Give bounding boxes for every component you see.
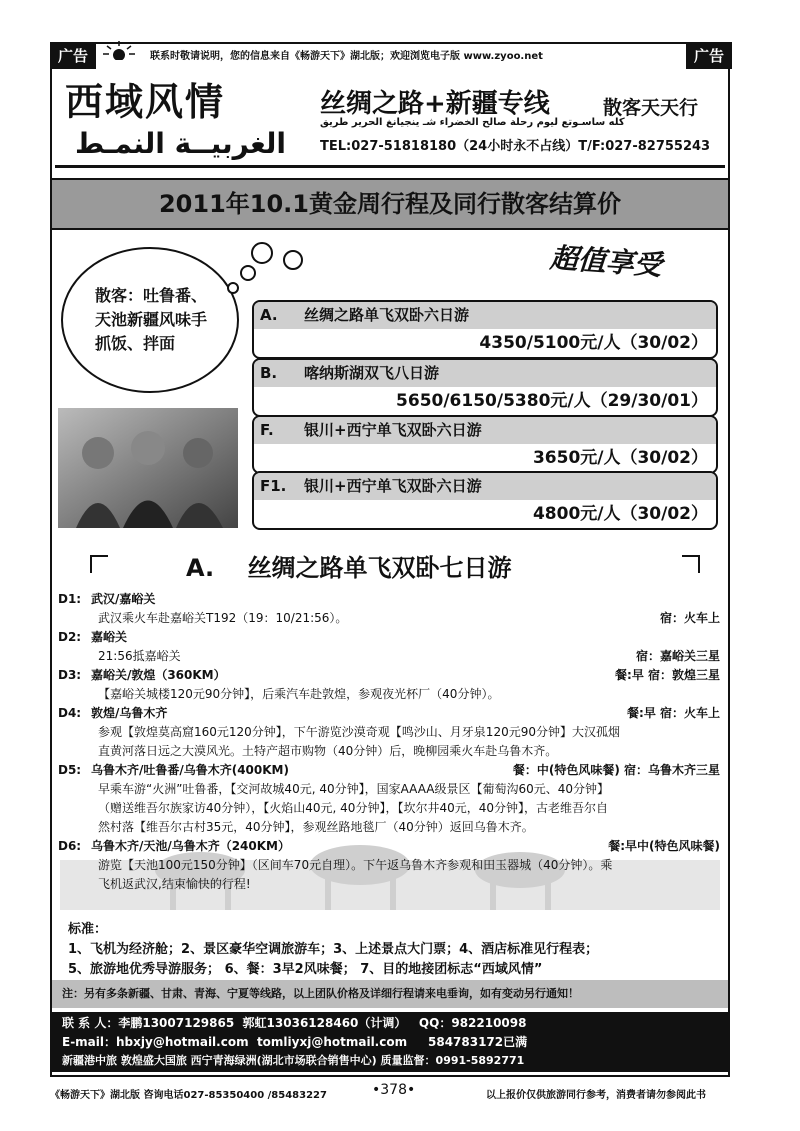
day-row [58, 704, 720, 723]
day-text: 武汉乘火车赴嘉峪关T192（19：10/21:56）。 [98, 611, 348, 625]
day-meal-stay: 餐：中(特色风味餐) 宿：乌鲁木齐三星 [512, 763, 720, 777]
route-card [252, 300, 718, 359]
route-name: 丝绸之路单飞双卧六日游 [304, 306, 470, 324]
day-title: 武汉/嘉峪关 [90, 592, 156, 606]
people-photo [58, 408, 238, 528]
day-row [58, 761, 720, 780]
value-tag: 超值享受 [548, 241, 663, 282]
slogan-tail: 散客天天行 [603, 97, 699, 119]
day-detail [98, 647, 720, 666]
brand-title: 西域风情 [65, 79, 226, 124]
contact-email: E-mail：hbxjy@hotmail.com tomliyxj@hotmail.com 584783172已满 [62, 1035, 528, 1049]
day-detail [98, 685, 720, 704]
day-text: 游览【天池100元150分钟】（区间车70元自理）。下午返乌鲁木齐参观和田玉器城（40分钟）。乘 [98, 858, 613, 872]
bubble-text: 散客：吐鲁番、天池新疆风味手抓饭、拌面 [95, 286, 208, 353]
note-band [52, 980, 728, 1008]
itinerary-name: 丝绸之路单飞双卧七日游 [247, 554, 512, 582]
day-label: D1: [58, 592, 82, 606]
route-card [252, 358, 718, 417]
route-price: 3650元/人（30/02） [532, 448, 708, 468]
route-code: A. [260, 306, 278, 324]
route-card [252, 471, 718, 530]
brand-arabic: الغربيــة النمـط [75, 127, 287, 160]
day-label: D2: [58, 630, 82, 644]
day-row [58, 628, 720, 647]
contact-line: 联 系 人：李鹏13007129865 郭虹13036128460（计调） QQ：982210098 [62, 1016, 527, 1030]
route-name: 喀纳斯湖双飞八日游 [304, 364, 440, 382]
day-text: 早乘车游“火洲”吐鲁番，【交河故城40元, 40分钟】，国家AAAA级景区【葡萄沟60元、40分钟】 [98, 782, 609, 796]
contact-band [52, 1012, 728, 1072]
itinerary-code: A. [186, 554, 215, 582]
day-title: 嘉峪关/敦煌（360KM） [90, 668, 226, 682]
day-label: D6: [58, 839, 82, 853]
route-price: 4800元/人（30/02） [532, 504, 708, 524]
footer-right: 以上报价仅供旅游同行参考，消费者请勿参阅此书 [486, 1090, 706, 1101]
route-code: F. [260, 421, 274, 439]
day-row [58, 666, 720, 685]
route-code: F1. [260, 477, 287, 495]
day-text: （赠送维吾尔族家访40分钟），【火焰山40元, 40分钟】，【坎尔井40元，40分钟】，古老维吾尔自 [98, 801, 608, 815]
day-label: D3: [58, 668, 82, 682]
arabic-subline: كله ساسـوتع ليوم رحلة صالح الخضراء شـ ينجيانغ الحرير طريق [320, 117, 625, 128]
route-name: 银川+西宁单飞双卧六日游 [304, 421, 482, 439]
page-number: •378• [372, 1082, 416, 1098]
day-title: 嘉峪关 [90, 630, 127, 644]
day-text: 21:56抵嘉峪关 [98, 649, 181, 663]
footer-left: 《畅游天下》湖北版 咨询电话027-85350400 /85483227 [50, 1090, 327, 1101]
day-label: D4: [58, 706, 82, 720]
day-title: 乌鲁木齐/吐鲁番/乌鲁木齐(400KM) [90, 763, 289, 777]
route-price: 5650/6150/5380元/人（29/30/01） [396, 391, 708, 411]
day-stay: 宿：嘉峪关三星 [635, 649, 720, 663]
day-text: 飞机返武汉,结束愉快的行程! [98, 877, 251, 891]
day-meal-stay: 餐:早 宿：火车上 [627, 706, 720, 720]
day-text: 【嘉峪关城楼120元90分钟】，后乘汽车赴敦煌，参观夜光杯厂（40分钟）。 [98, 687, 500, 701]
day-text: 参观【敦煌莫高窟160元120分钟】，下午游览沙漠奇观【鸣沙山、月牙泉120元90分钟】大汉孤烟 [98, 725, 620, 739]
route-card [252, 415, 718, 474]
day-meal-stay: 餐:早中(特色风味餐) [608, 839, 720, 853]
standards-line: 5、旅游地优秀导游服务； 6、餐：3早2风味餐； 7、目的地接团标志“西域风情” [68, 962, 543, 977]
source-notice: 联系时敬请说明，您的信息来自《畅游天下》湖北版；欢迎浏览电子版 www.zyoo.net [150, 51, 543, 62]
phone-line: TEL:027-51818180（24小时永不占线）T/F:027-82755243 [320, 139, 711, 154]
day-detail [98, 609, 720, 628]
ad-label-right: 广告 [686, 42, 732, 69]
day-title: 乌鲁木齐/天池/乌鲁木齐（240KM） [90, 839, 290, 853]
day-meal-stay: 餐:早 宿：敦煌三星 [615, 668, 720, 682]
slogan: 丝绸之路+新疆专线 [320, 89, 550, 119]
day-row [58, 590, 720, 609]
standards-heading: 标准： [68, 922, 108, 937]
day-row [58, 837, 720, 856]
note-text: 注：另有多条新疆、甘肃、青海、宁夏等线路，以上团队价格及详细行程请来电垂询，如有变动另行通知！ [62, 987, 579, 1000]
standards-line: 1、飞机为经济舱；2、景区豪华空调旅游车；3、上述景点大门票；4、酒店标准见行程表； [68, 942, 599, 957]
day-text: 然村落【维吾尔古村35元，40分钟】，参观丝路地毯厂（40分钟）返回乌鲁木齐。 [98, 820, 534, 834]
contact-partners: 新疆港中旅 敦煌盛大国旅 西宁青海绿洲(湖北市场联合销售中心) 质量监督：0991-5892771 [62, 1054, 525, 1067]
route-price: 4350/5100元/人（30/02） [479, 333, 708, 353]
corner-bracket [682, 555, 700, 573]
banner [52, 178, 728, 230]
day-stay: 宿：火车上 [659, 611, 720, 625]
corner-bracket [90, 555, 108, 573]
day-title: 敦煌/乌鲁木齐 [90, 706, 168, 720]
route-name: 银川+西宁单飞双卧六日游 [304, 477, 482, 495]
route-code: B. [260, 364, 278, 382]
banner-title: 2011年10.1黄金周行程及同行散客结算价 [158, 190, 621, 218]
itinerary-title [186, 548, 512, 583]
day-label: D5: [58, 763, 82, 777]
header [55, 65, 725, 168]
ad-label-left: 广告 [50, 42, 96, 69]
day-text: 直黄河落日远之大漠风光。土特产超市购物（40分钟）后，晚柳园乘火车赴乌鲁木齐。 [98, 744, 558, 758]
